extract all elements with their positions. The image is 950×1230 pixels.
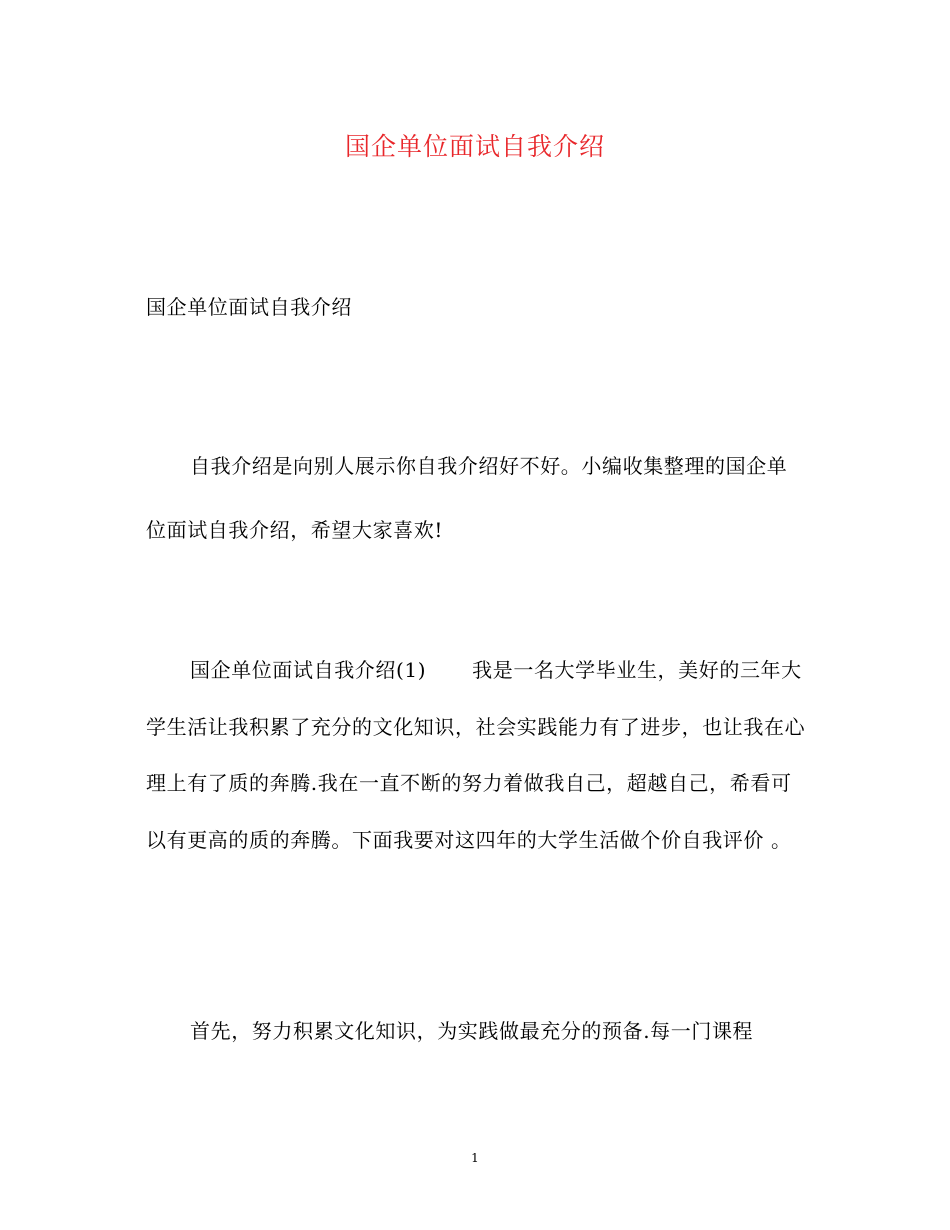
paragraph-first-point: 首先，努力积累文化知识，为实践做最充分的预备.每一门课程 [190, 1019, 754, 1043]
paragraph-text: 我是一名大学毕业生，美好的三年大学生活让我积累了充分的文化知识，社会实践能力有了进步，也让我在心理上有了质的奔腾.我在一直不断的努力着做我自己，超越自己，希看可以有更高的质的奔腾。下面我要对这四年的大学生活做个价自我评价 。 [146, 658, 806, 852]
paragraph-self-intro-1 [146, 642, 806, 868]
paragraph-intro: 自我介绍是向别人展示你自我介绍好不好。小编收集整理的国企单位面试自我介绍，希望大家喜欢! [146, 454, 788, 542]
document-title: 国企单位面试自我介绍 [344, 132, 605, 161]
paragraph-heading: 国企单位面试自我介绍(1) [190, 658, 427, 682]
document-subtitle: 国企单位面试自我介绍 [146, 295, 352, 319]
page-number: 1 [471, 1151, 479, 1165]
